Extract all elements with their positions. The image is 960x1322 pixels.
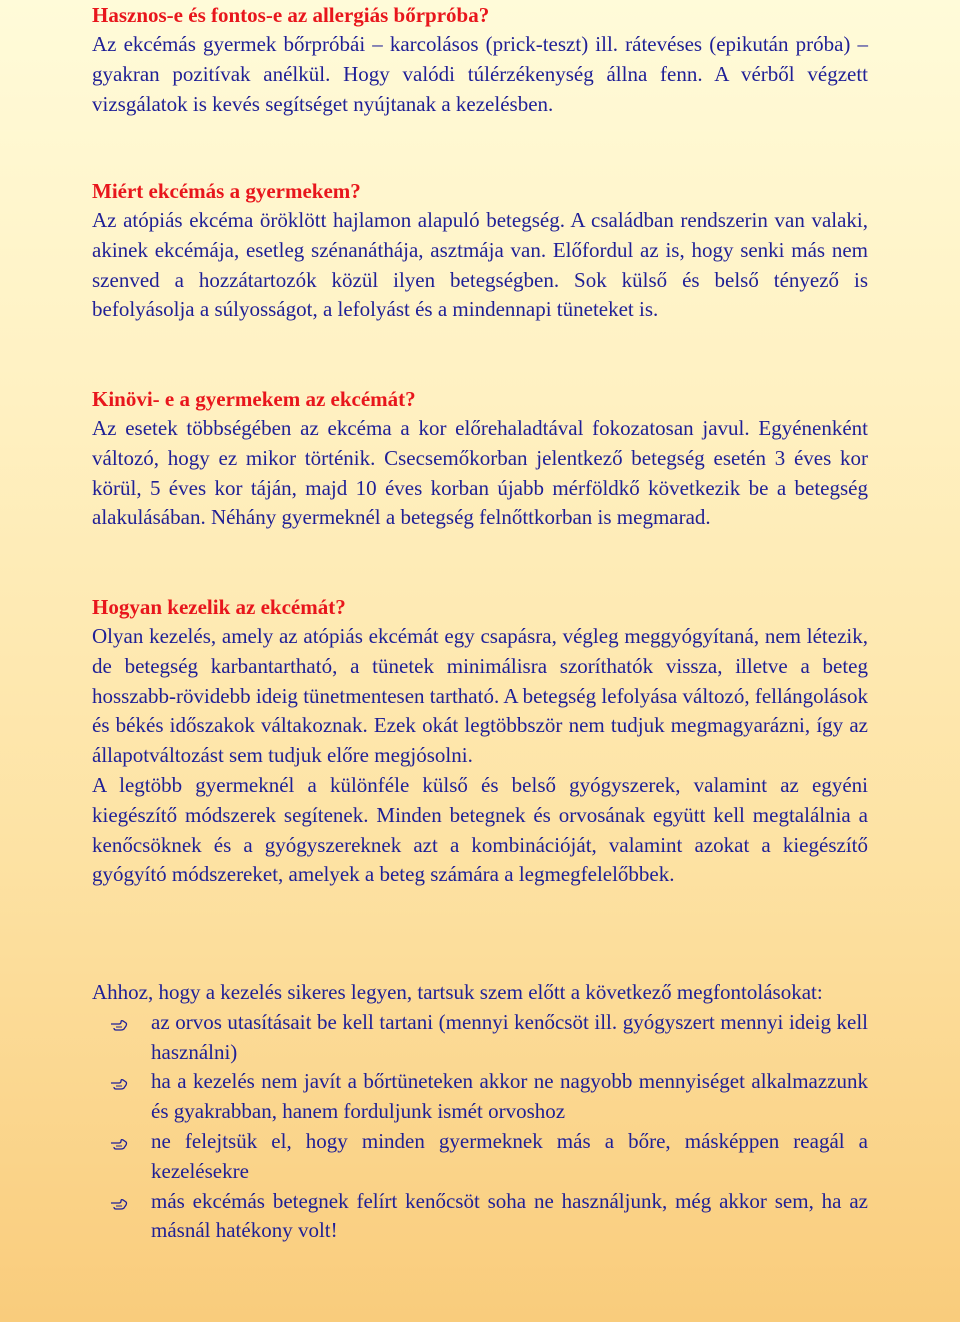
considerations-list	[92, 1008, 868, 1246]
section-allergy-test	[92, 0, 868, 119]
list-item-text: más ekcémás betegnek felírt kenőcsöt soha ne használjunk, még akkor sem, ha az másnál hatékony volt!	[151, 1188, 868, 1243]
section-heading: Miért ekcémás a gyermekem?	[92, 179, 361, 203]
section-treatment	[92, 592, 868, 890]
section-paragraph: Olyan kezelés, amely az atópiás ekcémát egy csapásra, végleg meggyógyítaná, nem létezik, de betegség karbantartható, a tünetek minimálisra szoríthatók vissza, illetve a beteg hosszabb-rövidebb ideig tünetmentesen tartható. A betegség lefolyása változó, fellángolások és békés időszakok váltakoznak. Ezek okát legtöbbször nem tudjuk megmagyarázni, így az állapotváltozást sem tudjuk előre megjósolni.	[92, 624, 868, 768]
section-outgrow	[92, 384, 868, 533]
list-item	[92, 1008, 868, 1068]
pointing-hand-icon	[110, 1015, 128, 1033]
section-heading: Hasznos-e és fontos-e az allergiás bőrpróba?	[92, 3, 490, 27]
pointing-hand-icon	[110, 1074, 128, 1092]
considerations-intro: Ahhoz, hogy a kezelés sikeres legyen, tartsuk szem előtt a következő megfontolásokat:	[92, 980, 823, 1004]
section-paragraph: A legtöbb gyermeknél a különféle külső és belső gyógyszerek, valamint az egyéni kiegészítő módszerek segítenek. Minden betegnek és orvosának együtt kell megtalálnia a kenőcsöknek és a gyógyszereknek azt a kombinációját, valamint azokat a kiegészítő gyógyító módszereket, amelyek a beteg számára a legmegfelelőbbek.	[92, 772, 868, 887]
section-why-eczema	[92, 176, 868, 325]
pointing-hand-icon	[110, 1134, 128, 1152]
pointing-hand-icon	[110, 1194, 128, 1212]
section-heading: Hogyan kezelik az ekcémát?	[92, 595, 346, 619]
list-item-text: ha a kezelés nem javít a bőrtüneteken akkor ne nagyobb mennyiséget alkalmazzunk és gyakrabban, hanem forduljunk ismét orvoshoz	[151, 1069, 868, 1124]
section-paragraph: Az ekcémás gyermek bőrpróbái – karcolásos (prick-teszt) ill. rátevéses (epikután próba) – gyakran pozitívak anélkül. Hogy valódi túlérzékenység állna fenn. A vérből végzett vizsgálatok is kevés segítséget nyújtanak a kezelésben.	[92, 32, 868, 116]
section-paragraph: Az atópiás ekcéma öröklött hajlamon alapuló betegség. A családban rendszerin van valaki, akinek ekcémája, esetleg szénanáthája, asztmája van. Előfordul az is, hogy senki más nem szenved a hozzátartozók közül ilyen betegségben. Sok külső és belső tényező is befolyásolja a súlyosságot, a lefolyást és a mindennapi tüneteket is.	[92, 208, 868, 322]
list-item-text: az orvos utasításait be kell tartani (mennyi kenőcsöt ill. gyógyszert mennyi ideig kell használni)	[151, 1009, 868, 1064]
section-paragraph: Az esetek többségében az ekcéma a kor előrehaladtával fokozatosan javul. Egyénenként változó, hogy ez mikor történik. Csecsemőkorban jelentkező betegség esetén 3 éves kor körül, 5 éves kor táján, majd 10 éves korban újabb mérföldkő következik be a betegség alakulásában. Néhány gyermeknél a betegség felnőttkorban is megmarad.	[92, 416, 868, 530]
list-item	[92, 1187, 868, 1247]
list-item-text: ne felejtsük el, hogy minden gyermeknek más a bőre, másképpen reagál a kezelésekre	[151, 1128, 868, 1183]
list-item	[92, 1067, 868, 1127]
section-considerations	[92, 978, 868, 1246]
section-heading: Kinövi- e a gyermekem az ekcémát?	[92, 387, 416, 411]
list-item	[92, 1127, 868, 1187]
